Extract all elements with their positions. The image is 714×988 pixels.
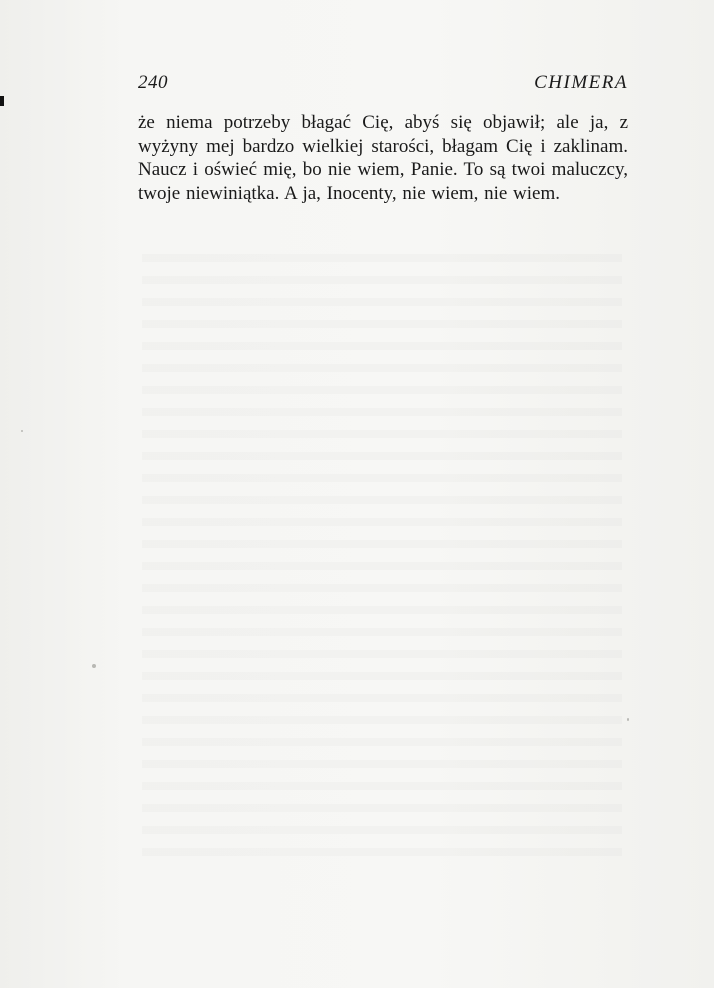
running-title: CHIMERA bbox=[534, 72, 628, 93]
body-text bbox=[138, 111, 628, 206]
scan-edge-mark bbox=[0, 96, 4, 106]
show-through-texture bbox=[142, 240, 622, 860]
paper-speck bbox=[92, 664, 96, 668]
page-number: 240 bbox=[138, 72, 168, 93]
paper-speck bbox=[627, 718, 629, 721]
paper-speck bbox=[21, 430, 23, 432]
paragraph: że niema potrzeby błagać Cię, abyś się objawił; ale ja, z wyżyny mej bardzo wielkiej starości, błagam Cię i zaklinam. Naucz i oświeć mię, bo nie wiem, Panie. To są twoi maluczcy, twoje niewiniątka. A ja, Inocenty, nie wiem, nie wiem. bbox=[138, 112, 628, 205]
running-header bbox=[138, 72, 628, 98]
